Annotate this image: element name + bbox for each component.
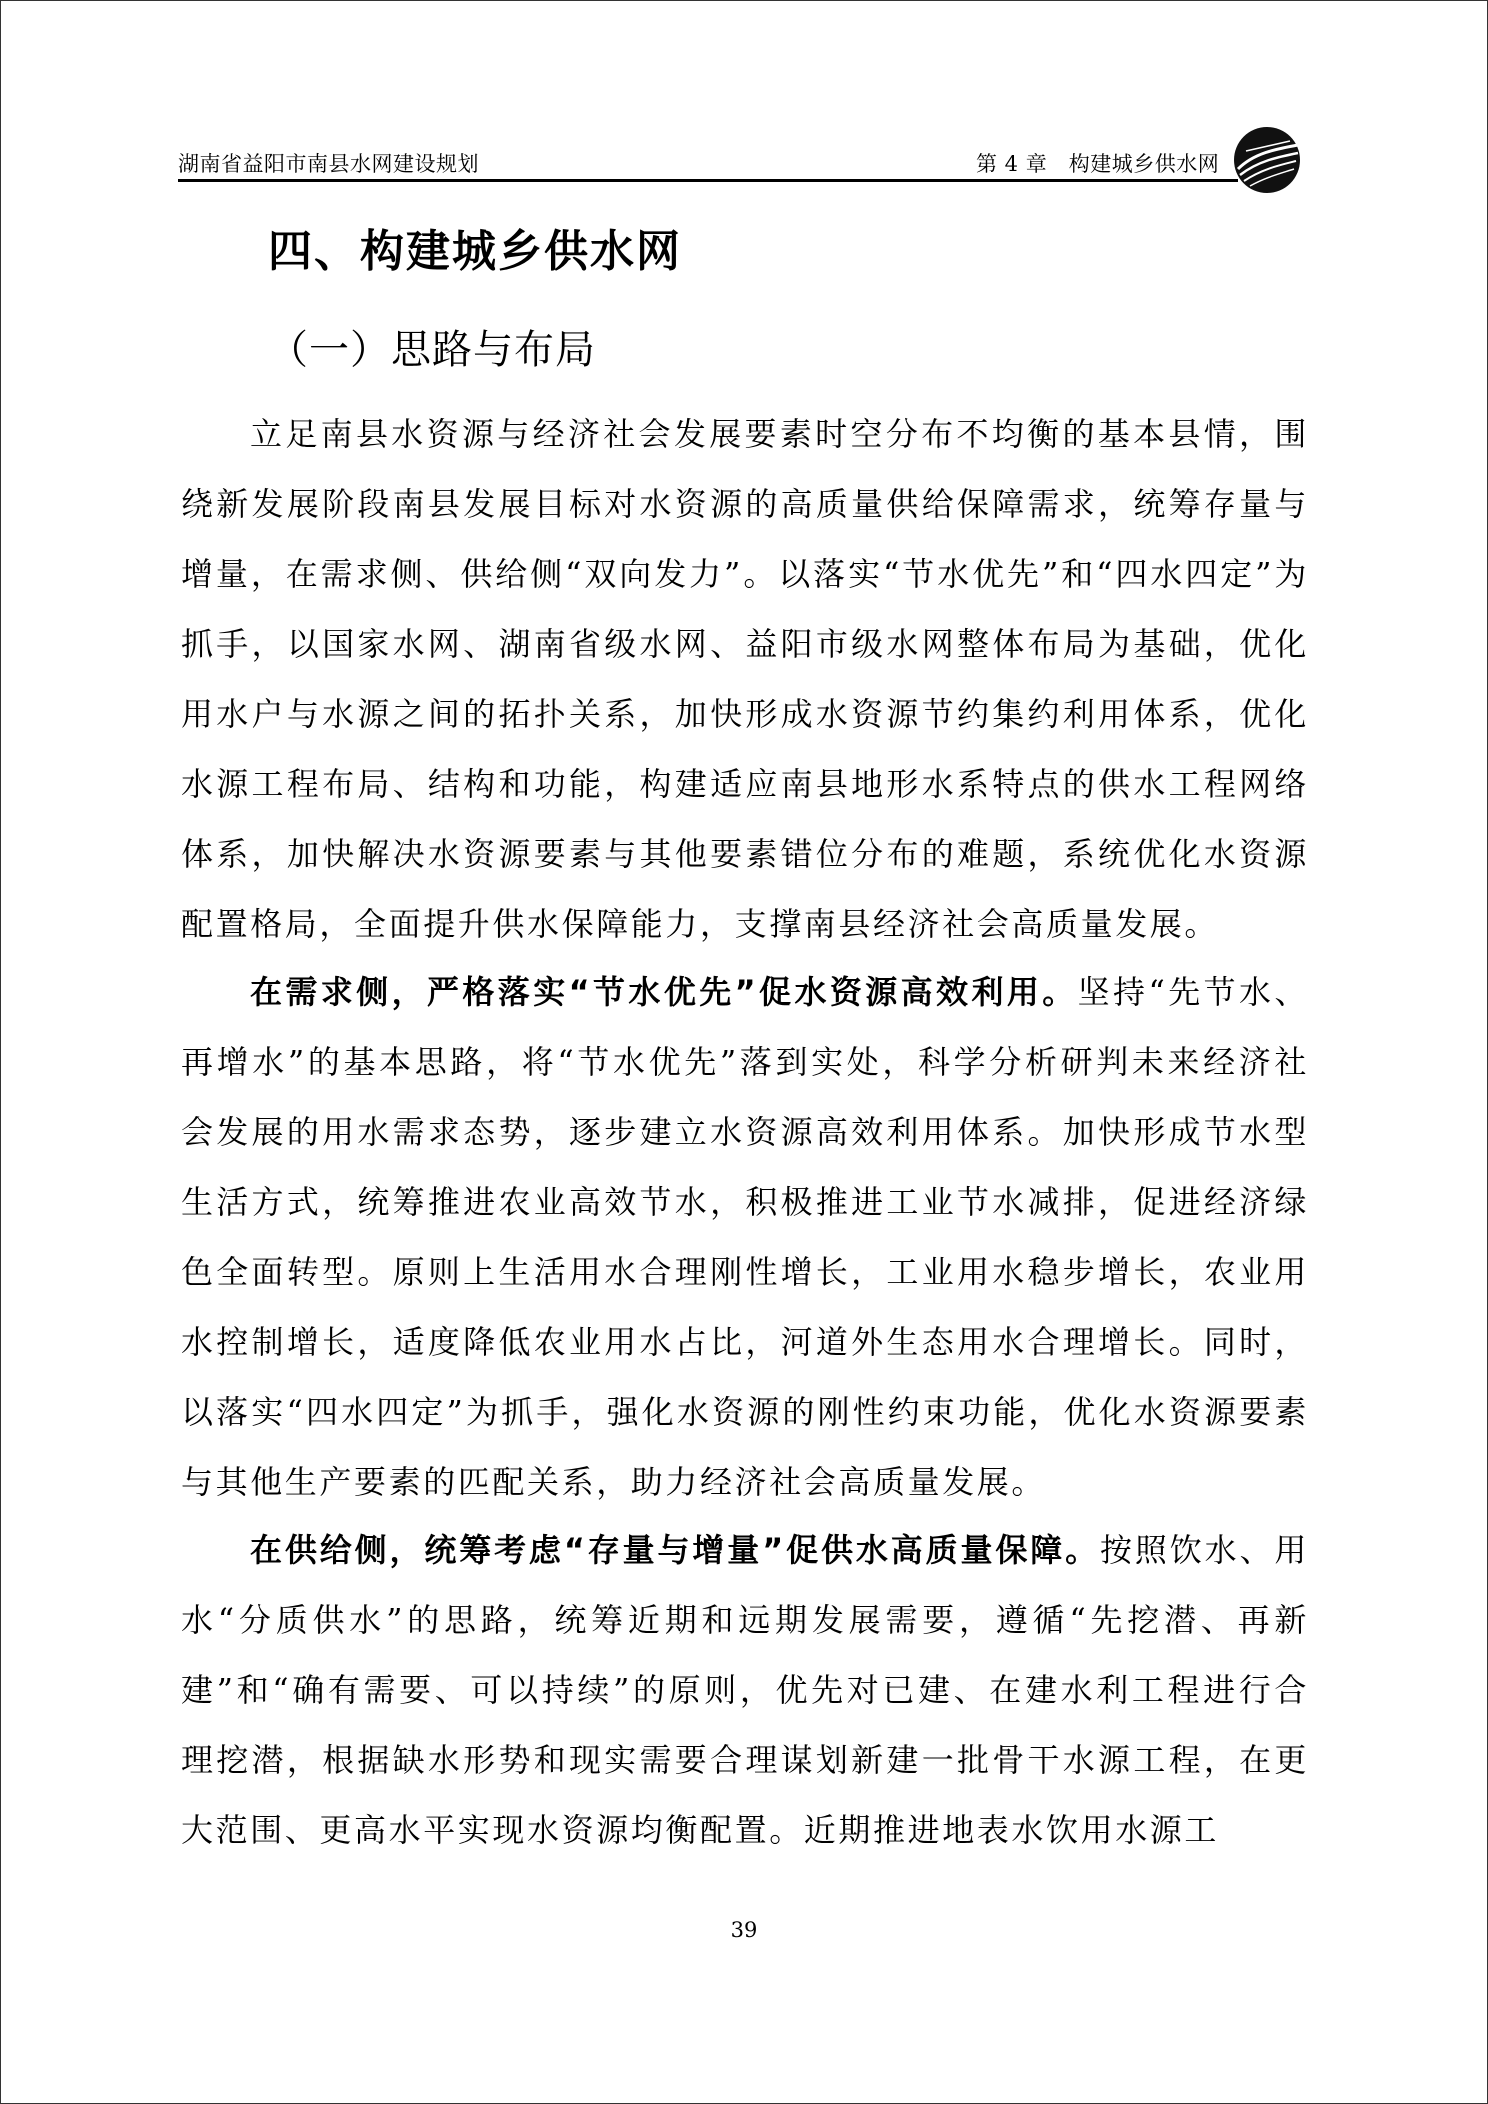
paragraph-demand-side xyxy=(181,957,1309,1517)
page-number: 39 xyxy=(730,1918,758,1942)
section-title: （一）思路与布局 xyxy=(268,327,596,373)
paragraph-text: 按照饮水、用水“分质供水”的思路，统筹近期和远期发展需要，遵循“先挖潜、再新建”和“确有需要、可以持续”的原则，优先对已建、在建水利工程进行合理挖潜，根据缺水形势和现实需要合理谋划新建一批骨干水源工程，在更大范围、更高水平实现水资源均衡配置。近期推进地表水饮用水源工 xyxy=(181,1531,1309,1849)
paragraph-text: 立足南县水资源与经济社会发展要素时空分布不均衡的基本县情，围绕新发展阶段南县发展目标对水资源的高质量供给保障需求，统筹存量与增量，在需求侧、供给侧“双向发力”。以落实“节水优先”和“四水四定”为抓手，以国家水网、湖南省级水网、益阳市级水网整体布局为基础，优化用水户与水源之间的拓扑关系，加快形成水资源节约集约利用体系，优化水源工程布局、结构和功能，构建适应南县地形水系特点的供水工程网络体系，加快解决水资源要素与其他要素错位分布的难题，系统优化水资源配置格局，全面提升供水保障能力，支撑南县经济社会高质量发展。 xyxy=(181,415,1309,943)
chapter-title: 四、构建城乡供水网 xyxy=(268,226,682,277)
paragraph-overview xyxy=(181,399,1309,959)
paragraph-text: 坚持“先节水、再增水”的基本思路，将“节水优先”落到实处，科学分析研判未来经济社会发展的用水需求态势，逐步建立水资源高效利用体系。加快形成节水型生活方式，统筹推进农业高效节水，积极推进工业节水减排，促进经济绿色全面转型。原则上生活用水合理刚性增长，工业用水稳步增长，农业用水控制增长，适度降低农业用水占比，河道外生态用水合理增长。同时，以落实“四水四定”为抓手，强化水资源的刚性约束功能，优化水资源要素与其他生产要素的匹配关系，助力经济社会高质量发展。 xyxy=(181,973,1309,1501)
water-network-logo-icon xyxy=(1232,125,1302,195)
header-document-title: 湖南省益阳市南县水网建设规划 xyxy=(178,152,479,176)
header-rule xyxy=(178,179,1238,182)
paragraph-supply-side xyxy=(181,1515,1309,1865)
paragraph-lead: 在供给侧，统筹考虑“存量与增量”促供水高质量保障。 xyxy=(250,1531,1100,1569)
paragraph-lead: 在需求侧，严格落实“节水优先”促水资源高效利用。 xyxy=(250,973,1078,1011)
header-chapter-label: 第 4 章 构建城乡供水网 xyxy=(976,152,1220,176)
